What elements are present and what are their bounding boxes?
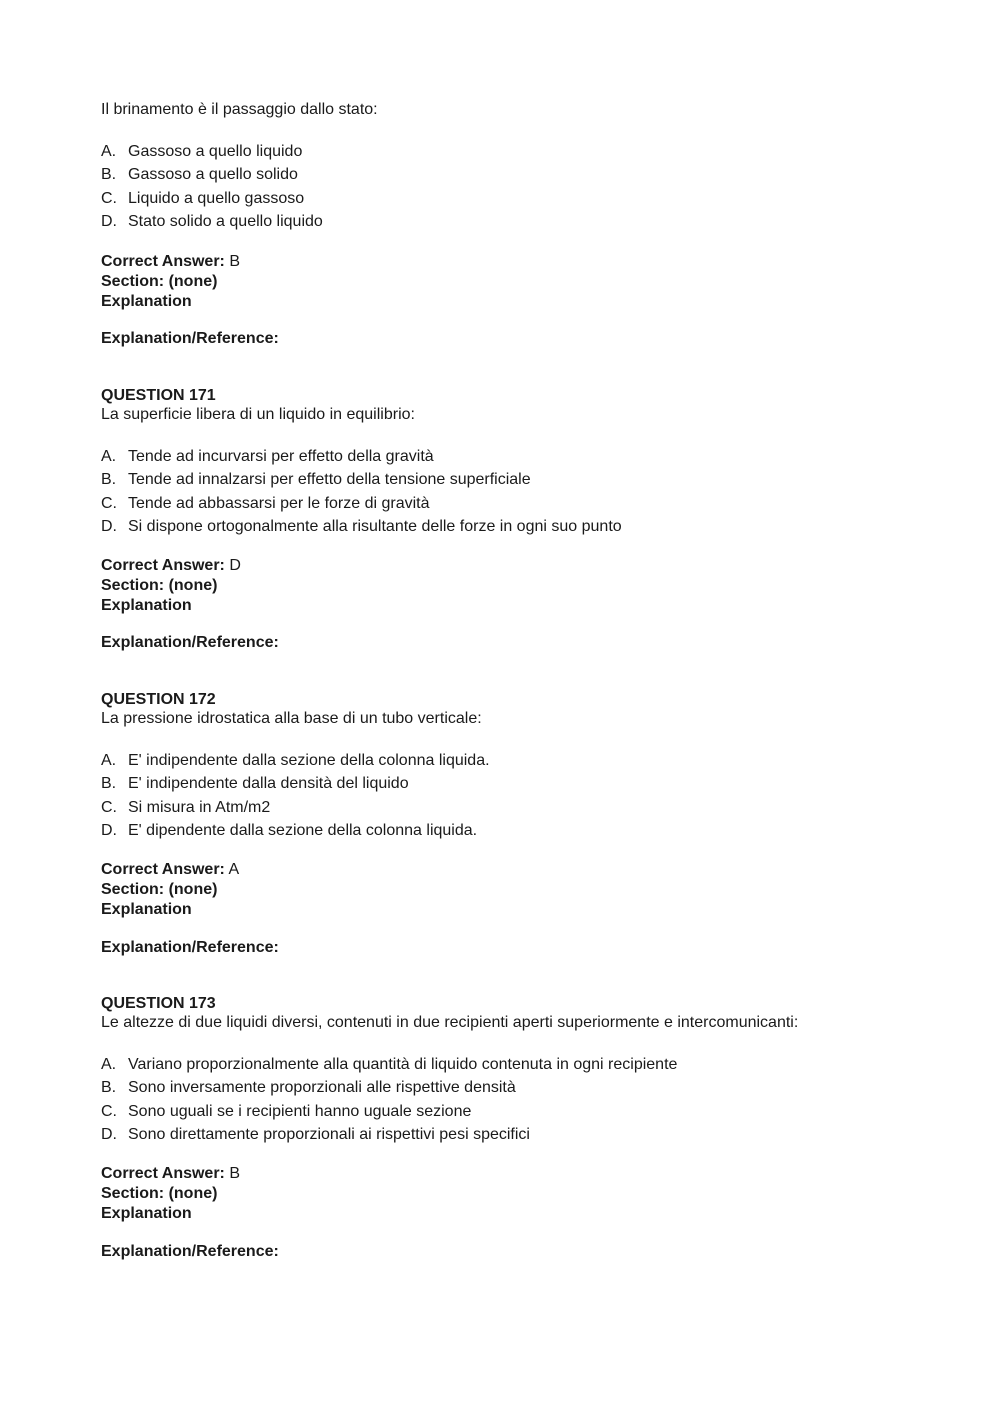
answer-meta <box>101 556 921 615</box>
answer-meta <box>101 860 921 919</box>
question-block-173 <box>101 994 921 1261</box>
answer-options <box>101 445 921 538</box>
option-b: B. E' indipendente dalla densità del liquido <box>101 775 409 793</box>
section-label: Section: (none) <box>101 880 218 898</box>
question-block-171 <box>101 386 921 652</box>
question-title: QUESTION 172 <box>101 691 216 708</box>
option-d: D. Stato solido a quello liquido <box>101 212 323 230</box>
section-label: Section: (none) <box>101 272 218 290</box>
explanation-reference-label: Explanation/Reference: <box>101 634 279 652</box>
answer-options <box>101 140 921 233</box>
question-block-170 <box>101 100 921 348</box>
question-text: La superficie libera di un liquido in equilibrio: <box>101 406 415 423</box>
question-title: QUESTION 173 <box>101 995 216 1012</box>
question-text: Il brinamento è il passaggio dallo stato: <box>101 101 378 118</box>
option-b: B. Gassoso a quello solido <box>101 166 298 184</box>
question-text: Le altezze di due liquidi diversi, contenuti in due recipienti aperti superiormente e intercomunicanti: <box>101 1014 799 1031</box>
option-d: D. E' dipendente dalla sezione della colonna liquida. <box>101 821 478 839</box>
option-c: C. Liquido a quello gassoso <box>101 189 305 207</box>
answer-meta <box>101 252 921 311</box>
explanation-label: Explanation <box>101 900 192 918</box>
explanation-label: Explanation <box>101 596 192 614</box>
option-c: C. Si misura in Atm/m2 <box>101 798 271 816</box>
correct-answer: Correct Answer: D <box>101 557 241 575</box>
option-c: C. Sono uguali se i recipienti hanno uguale sezione <box>101 1102 472 1120</box>
explanation-reference-label: Explanation/Reference: <box>101 1243 279 1261</box>
option-a: A. E' indipendente dalla sezione della colonna liquida. <box>101 752 490 769</box>
question-title: QUESTION 171 <box>101 387 216 404</box>
option-a: A. Gassoso a quello liquido <box>101 143 303 160</box>
answer-options <box>101 749 921 842</box>
option-a: A. Tende ad incurvarsi per effetto della gravità <box>101 448 434 465</box>
correct-answer: Correct Answer: B <box>101 253 241 271</box>
option-d: D. Si dispone ortogonalmente alla risultante delle forze in ogni suo punto <box>101 517 622 535</box>
answer-meta <box>101 1164 921 1223</box>
explanation-label: Explanation <box>101 292 192 310</box>
section-label: Section: (none) <box>101 1184 218 1202</box>
explanation-reference-label: Explanation/Reference: <box>101 330 279 348</box>
option-b: B. Sono inversamente proporzionali alle rispettive densità <box>101 1079 516 1097</box>
correct-answer: Correct Answer: A <box>101 861 240 879</box>
option-b: B. Tende ad innalzarsi per effetto della tensione superficiale <box>101 471 531 489</box>
section-label: Section: (none) <box>101 576 218 594</box>
option-d: D. Sono direttamente proporzionali ai rispettivi pesi specifici <box>101 1125 530 1143</box>
explanation-label: Explanation <box>101 1204 192 1222</box>
question-block-172 <box>101 690 921 957</box>
option-c: C. Tende ad abbassarsi per le forze di gravità <box>101 494 430 512</box>
explanation-reference-label: Explanation/Reference: <box>101 939 279 957</box>
question-text: La pressione idrostatica alla base di un tubo verticale: <box>101 710 482 727</box>
answer-options <box>101 1053 921 1146</box>
correct-answer: Correct Answer: B <box>101 1165 241 1183</box>
option-a: A. Variano proporzionalmente alla quantità di liquido contenuta in ogni recipiente <box>101 1056 678 1073</box>
